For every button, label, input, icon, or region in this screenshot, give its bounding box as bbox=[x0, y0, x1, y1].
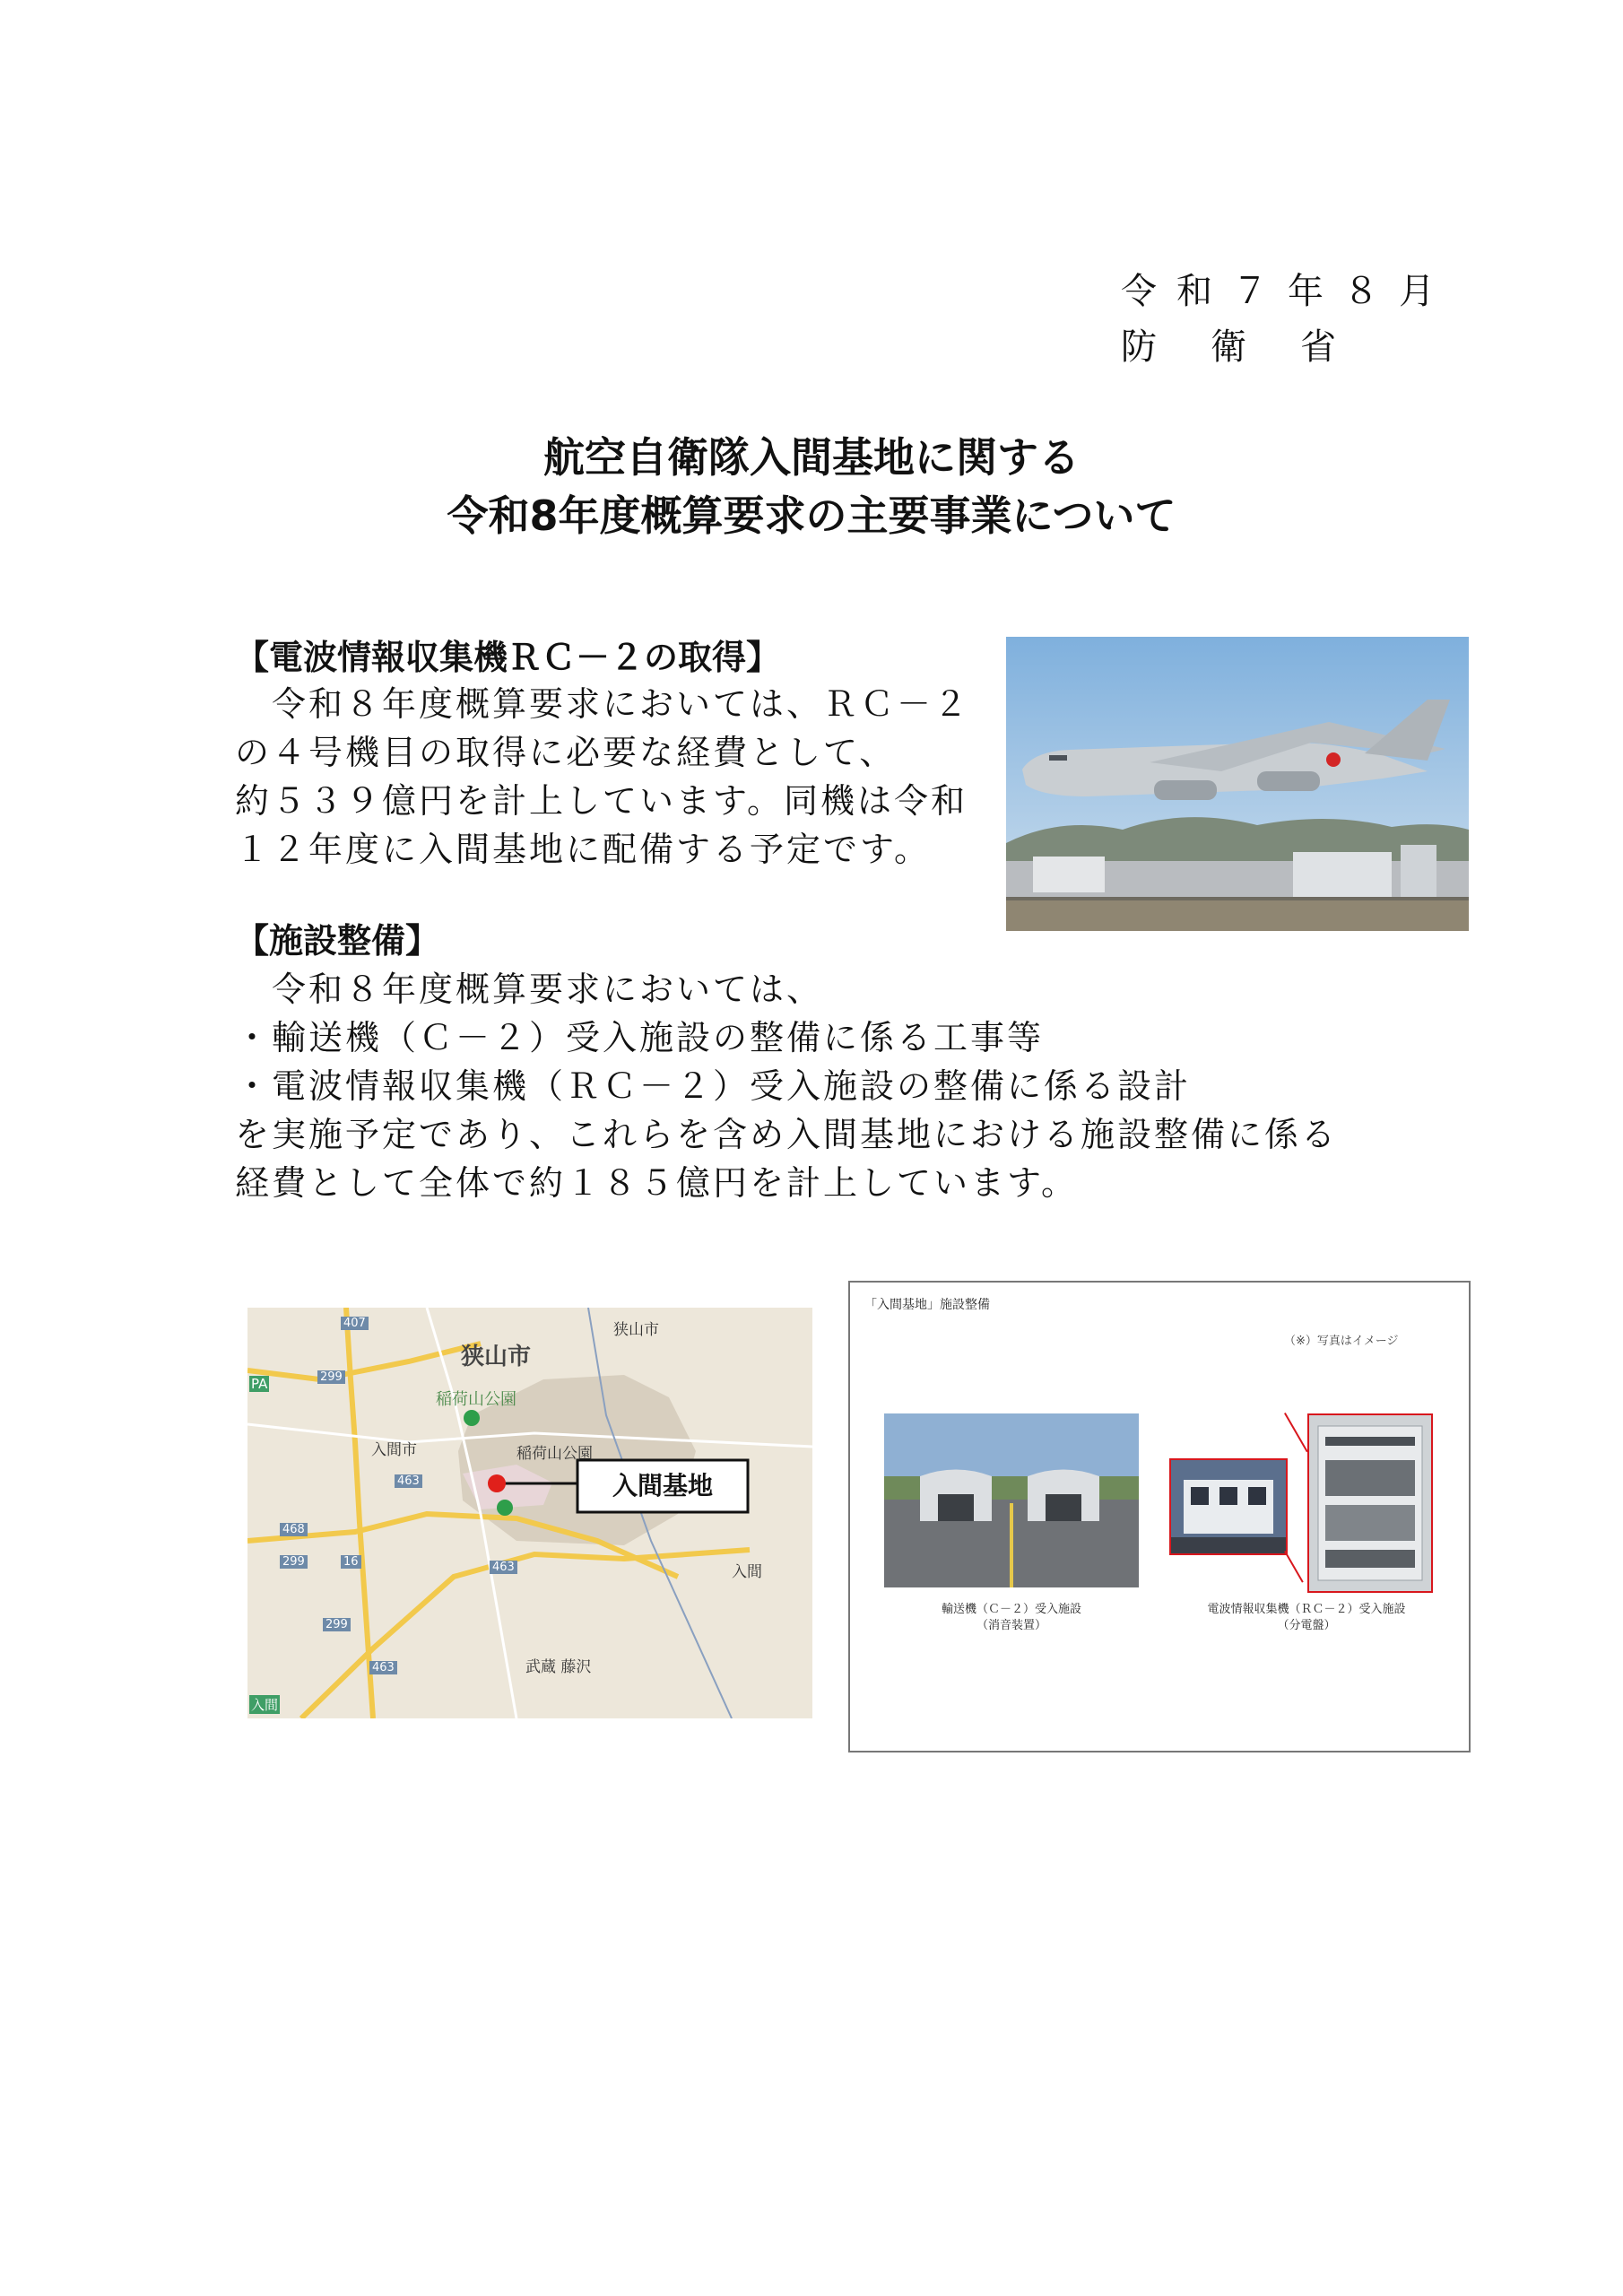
caption-line: （消音装置） bbox=[976, 1619, 1046, 1632]
route-badge: 299 bbox=[317, 1370, 345, 1384]
switchboard-caption bbox=[1167, 1602, 1445, 1634]
map-station-label: 狭山市 bbox=[613, 1321, 659, 1339]
section2-line: ・輸送機（Ｃ－２）受入施設の整備に係る工事等 bbox=[235, 1018, 1045, 1057]
map-city-label: 入間市 bbox=[371, 1441, 417, 1459]
hangar-photo bbox=[884, 1413, 1139, 1587]
facility-panel bbox=[848, 1281, 1471, 1752]
caption-line: （分電盤） bbox=[1277, 1619, 1336, 1632]
map-city-label: 狭山市 bbox=[461, 1344, 532, 1370]
hangar-caption bbox=[884, 1602, 1139, 1634]
route-badge: 299 bbox=[323, 1618, 351, 1631]
issuing-ministry: 防 衛 省 bbox=[1121, 326, 1345, 368]
map-station-label: 稲荷山公園 bbox=[516, 1445, 593, 1463]
route-badge: 468 bbox=[280, 1523, 308, 1536]
section2-line: ・電波情報収集機（ＲＣ－２）受入施設の整備に係る設計 bbox=[235, 1066, 1192, 1106]
route-badge: 463 bbox=[395, 1474, 422, 1488]
caption-line: 輸送機（Ｃ－２）受入施設 bbox=[941, 1603, 1081, 1616]
map-edge-label: PA bbox=[251, 1376, 268, 1392]
section1-heading: 【電波情報収集機ＲＣ－２の取得】 bbox=[235, 638, 781, 677]
map-park-label: 稲荷山公園 bbox=[436, 1390, 516, 1409]
base-callout-label: 入間基地 bbox=[612, 1471, 713, 1500]
route-badge: 463 bbox=[369, 1661, 397, 1674]
page-title-line1: 航空自衛隊入間基地に関する bbox=[543, 433, 1080, 482]
location-map bbox=[247, 1308, 812, 1718]
facility-panel-title: 「入間基地」施設整備 bbox=[864, 1298, 990, 1312]
section1-line: の４号機目の取得に必要な経費として、 bbox=[235, 733, 897, 772]
aircraft-photo bbox=[1006, 637, 1469, 931]
section1-body bbox=[235, 680, 997, 874]
route-badge: 299 bbox=[280, 1555, 308, 1569]
map-edge-label: 入間 bbox=[251, 1697, 279, 1713]
issue-date: 令和７年８月 bbox=[1121, 271, 1454, 312]
route-badge: 463 bbox=[490, 1561, 517, 1574]
section2-line: 令和８年度概算要求においては、 bbox=[235, 970, 824, 1009]
section1-line: 約５３９億円を計上しています。同機は令和 bbox=[235, 781, 968, 821]
section2-line: を実施予定であり、これらを含め入間基地における施設整備に係る bbox=[235, 1115, 1339, 1154]
section1-line: 令和８年度概算要求においては、ＲＣ－２ bbox=[235, 684, 971, 724]
section2-line: 経費として全体で約１８５億円を計上しています。 bbox=[235, 1163, 1078, 1203]
route-badge: 407 bbox=[341, 1317, 369, 1330]
zoom-connector-line bbox=[1284, 1413, 1308, 1452]
map-station-label: 入間 bbox=[732, 1563, 762, 1581]
zoom-connector-line bbox=[1284, 1551, 1304, 1583]
switchboard-photo bbox=[1307, 1413, 1433, 1593]
switchboard-room-photo bbox=[1169, 1458, 1288, 1555]
image-disclaimer: （※）写真はイメージ bbox=[1284, 1335, 1399, 1348]
map-station-label: 武蔵 藤沢 bbox=[525, 1658, 592, 1676]
section1-line: １２年度に入間基地に配備する予定です。 bbox=[235, 830, 931, 869]
section2-heading: 【施設整備】 bbox=[235, 921, 440, 961]
caption-line: 電波情報収集機（ＲＣ－２）受入施設 bbox=[1207, 1603, 1406, 1616]
route-badge: 16 bbox=[341, 1555, 361, 1569]
page-title-line2: 令和8年度概算要求の主要事業について bbox=[447, 491, 1176, 540]
section2-body bbox=[235, 965, 1445, 1207]
